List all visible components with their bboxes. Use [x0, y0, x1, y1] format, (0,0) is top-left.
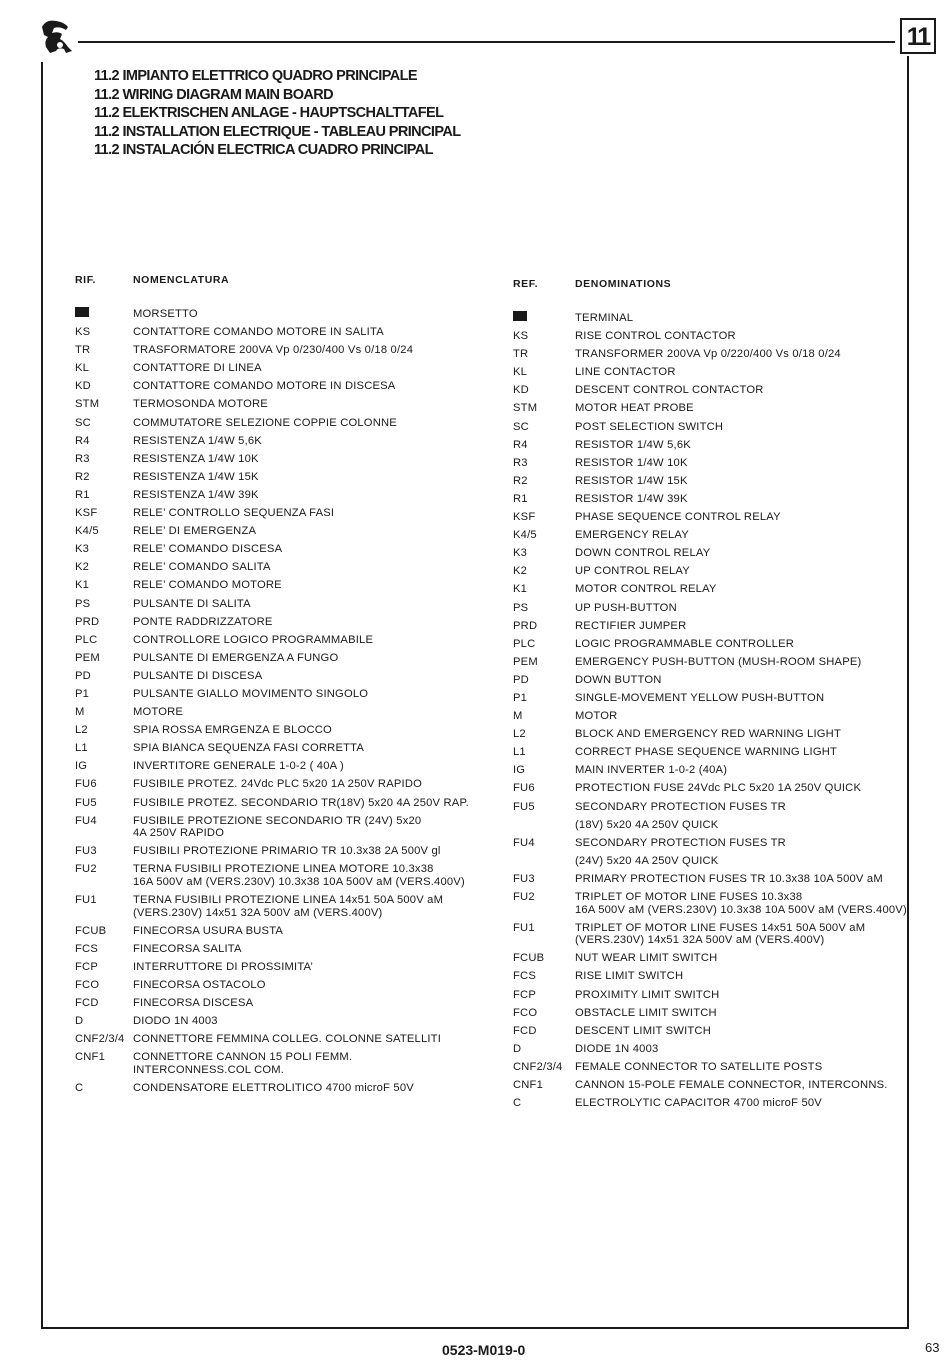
row-description: RELE’ COMANDO SALITA: [133, 561, 271, 574]
row-description: CONNETTORE FEMMINA COLLEG. COLONNE SATELLITI: [133, 1033, 442, 1046]
legend-row: [75, 543, 475, 556]
row-description: SECONDARY PROTECTION FUSES TR: [575, 800, 786, 813]
row-description: RISE CONTROL CONTACTOR: [575, 330, 736, 343]
legend-row: [75, 670, 475, 683]
legend-row: [75, 380, 475, 393]
row-description: RESISTENZA 1/4W 15K: [133, 470, 259, 483]
row-description: INVERTITORE GENERALE 1-0-2 ( 40A ): [133, 760, 344, 773]
row-description: SECONDARY PROTECTION FUSES TR: [575, 836, 786, 849]
chapter-number: 11: [900, 18, 936, 54]
row-description: OBSTACLE LIMIT SWITCH: [575, 1006, 717, 1019]
title-en: 11.2 WIRING DIAGRAM MAIN BOARD: [94, 86, 333, 103]
row-description: CONNETTORE CANNON 15 POLI FEMM. INTERCONNESS.COL COM.: [133, 1051, 353, 1077]
legend-row: [513, 1097, 913, 1110]
row-description: MOTOR CONTROL RELAY: [575, 583, 717, 596]
row-description: FINECORSA SALITA: [133, 942, 242, 955]
name-column-header: NOMENCLATURA: [133, 274, 230, 286]
row-description: DESCENT CONTROL CONTACTOR: [575, 384, 764, 397]
row-ref: FCUB: [75, 924, 107, 937]
legend-row: [75, 471, 475, 484]
legend-row: [75, 943, 475, 956]
row-description: RESISTENZA 1/4W 5,6K: [133, 434, 262, 447]
row-description: RELE’ COMANDO MOTORE: [133, 579, 282, 592]
row-description: BLOCK AND EMERGENCY RED WARNING LIGHT: [575, 728, 841, 741]
row-ref: FU2: [513, 891, 535, 903]
row-ref: [75, 308, 133, 321]
row-description: LINE CONTACTOR: [575, 366, 676, 379]
row-ref: FCP: [513, 988, 536, 1001]
row-ref: IG: [513, 764, 526, 777]
legend-row: [513, 656, 913, 669]
row-ref: FU2: [75, 863, 97, 876]
name-column-header: DENOMINATIONS: [575, 278, 672, 290]
row-ref: L1: [75, 742, 88, 755]
row-ref: CNF2/3/4: [513, 1060, 563, 1073]
legend-row: [75, 417, 475, 430]
row-description: PRIMARY PROTECTION FUSES TR 10.3x38 10A 500V aM: [575, 872, 883, 885]
row-ref: FCD: [75, 997, 99, 1010]
legend-row: [513, 493, 913, 506]
row-description: TRIPLET OF MOTOR LINE FUSES 10.3x38 16A 500V aM (VERS.230V) 10.3x38 10A 500V aM (VERS.400V): [575, 891, 907, 916]
row-description: RISE LIMIT SWITCH: [575, 970, 684, 983]
ref-column-header: RIF.: [75, 274, 97, 286]
legend-rows: [75, 308, 475, 1095]
row-ref: P1: [75, 687, 90, 700]
legend-row: [75, 507, 475, 520]
legend-row: [75, 1033, 475, 1046]
row-description: CONTATTORE COMANDO MOTORE IN SALITA: [133, 326, 384, 339]
row-ref: KL: [75, 362, 90, 375]
row-ref: STM: [75, 398, 100, 411]
row-description: POST SELECTION SWITCH: [575, 420, 724, 433]
row-ref: KSF: [75, 507, 98, 520]
legend-row: [513, 1007, 913, 1020]
row-ref: K3: [75, 543, 90, 556]
row-ref: [513, 819, 575, 832]
row-description: (18V) 5x20 4A 250V QUICK: [575, 818, 719, 831]
row-ref: PRD: [513, 619, 538, 632]
legend-row: [513, 692, 913, 705]
row-ref: FU3: [513, 872, 535, 885]
row-ref: L2: [75, 724, 88, 737]
legend-row: [75, 453, 475, 466]
legend-row: [75, 1015, 475, 1028]
row-description: MOTOR HEAT PROBE: [575, 402, 694, 415]
row-description: RECTIFIER JUMPER: [575, 619, 687, 632]
legend-row: [513, 439, 913, 452]
row-ref: K3: [513, 547, 528, 560]
row-ref: K4/5: [513, 529, 537, 542]
row-description: RESISTOR 1/4W 10K: [575, 456, 688, 469]
row-ref: FU1: [75, 894, 97, 907]
row-ref: R1: [75, 488, 90, 501]
row-ref: K1: [75, 579, 90, 592]
left-rule: [41, 62, 43, 1328]
legend-row: [513, 801, 913, 814]
row-ref: KSF: [513, 511, 536, 524]
row-description: PULSANTE GIALLO MOVIMENTO SINGOLO: [133, 687, 369, 700]
row-description: MAIN INVERTER 1-0-2 (40A): [575, 764, 728, 777]
legend-row: [513, 547, 913, 560]
row-ref: FU5: [75, 796, 97, 809]
row-description: RESISTENZA 1/4W 10K: [133, 452, 259, 465]
row-ref: PS: [513, 601, 529, 614]
row-ref: PEM: [75, 651, 100, 664]
row-ref: STM: [513, 402, 538, 415]
legend-row: [75, 797, 475, 810]
row-ref: [513, 855, 575, 868]
row-ref: P1: [513, 691, 528, 704]
row-description: DESCENT LIMIT SWITCH: [575, 1024, 711, 1037]
legend-row: [75, 435, 475, 448]
legend-row: [513, 891, 913, 916]
row-ref: R2: [75, 470, 90, 483]
top-rule: [78, 41, 895, 43]
legend-row: [513, 970, 913, 983]
row-description: CANNON 15-POLE FEMALE CONNECTOR, INTERCONNS.: [575, 1079, 888, 1092]
row-ref: FCS: [75, 942, 98, 955]
row-description: EMERGENCY PUSH-BUTTON (MUSH-ROOM SHAPE): [575, 655, 862, 668]
row-ref: PEM: [513, 655, 538, 668]
row-ref: K1: [513, 583, 528, 596]
row-ref: PS: [75, 597, 91, 610]
row-description: PHASE SEQUENCE CONTROL RELAY: [575, 511, 781, 524]
legend-row: [513, 710, 913, 723]
row-ref: FU4: [513, 836, 535, 849]
row-ref: M: [75, 706, 85, 719]
legend-row: [75, 845, 475, 858]
legend-row: [75, 362, 475, 375]
row-ref: C: [75, 1082, 84, 1095]
legend-row: [75, 579, 475, 592]
legend-header: [513, 278, 913, 290]
row-ref: PD: [75, 669, 91, 682]
row-description: FINECORSA DISCESA: [133, 997, 254, 1010]
row-ref: FU3: [75, 845, 97, 858]
row-ref: R1: [513, 492, 528, 505]
row-ref: R4: [75, 434, 90, 447]
row-ref: FCS: [513, 970, 536, 983]
legend-row: [513, 1025, 913, 1038]
row-description: DIODO 1N 4003: [133, 1015, 218, 1028]
row-ref: SC: [513, 420, 529, 433]
row-ref: CNF2/3/4: [75, 1033, 125, 1046]
row-ref: PD: [513, 673, 529, 686]
row-description: TRASFORMATORE 200VA Vp 0/230/400 Vs 0/18 0/24: [133, 344, 414, 357]
legend-row: [513, 312, 913, 325]
legend-row: [75, 724, 475, 737]
row-description: MOTORE: [133, 706, 184, 719]
legend-row: [513, 529, 913, 542]
row-description: ELECTROLYTIC CAPACITOR 4700 microF 50V: [575, 1097, 822, 1110]
legend-row: [513, 457, 913, 470]
row-description: PROTECTION FUSE 24Vdc PLC 5x20 1A 250V QUICK: [575, 782, 862, 795]
row-description: SPIA BIANCA SEQUENZA FASI CORRETTA: [133, 742, 365, 755]
row-ref: L2: [513, 728, 526, 741]
legend-row: [513, 402, 913, 415]
legend-row: [513, 1043, 913, 1056]
row-ref: FCO: [513, 1006, 538, 1019]
row-description: TERMINAL: [575, 312, 634, 324]
english-legend: [513, 278, 913, 1115]
title-de: 11.2 ELEKTRISCHEN ANLAGE - HAUPTSCHALTTAFEL: [94, 105, 444, 122]
row-description: FINECORSA USURA BUSTA: [133, 924, 284, 937]
legend-row: [513, 475, 913, 488]
legend-row: [513, 1079, 913, 1092]
row-ref: CNF1: [75, 1051, 106, 1064]
legend-row: [513, 782, 913, 795]
row-ref: D: [75, 1015, 84, 1028]
legend-row: [75, 561, 475, 574]
row-ref: KD: [75, 380, 91, 393]
row-description: NUT WEAR LIMIT SWITCH: [575, 952, 718, 965]
row-description: UP CONTROL RELAY: [575, 565, 690, 578]
row-description: (24V) 5x20 4A 250V QUICK: [575, 854, 719, 867]
terminal-square-icon: [513, 311, 527, 321]
row-description: RELE’ CONTROLLO SEQUENZA FASI: [133, 507, 335, 520]
row-description: PULSANTE DI DISCESA: [133, 669, 263, 682]
row-description: FINECORSA OSTACOLO: [133, 979, 266, 992]
bottom-rule: [41, 1327, 909, 1329]
legend-row: [513, 1061, 913, 1074]
row-ref: FU1: [513, 921, 535, 934]
row-description: FUSIBILE PROTEZIONE SECONDARIO TR (24V) 5x20 4A 250V RAPIDO: [133, 814, 422, 840]
row-ref: [513, 312, 575, 325]
row-description: EMERGENCY RELAY: [575, 529, 689, 542]
row-ref: K4/5: [75, 525, 99, 538]
row-description: SPIA ROSSA EMRGENZA E BLOCCO: [133, 724, 332, 737]
row-description: LOGIC PROGRAMMABLE CONTROLLER: [575, 637, 795, 650]
legend-row: [75, 344, 475, 357]
terminal-square-icon: [75, 307, 89, 317]
document-code: 0523-M019-0: [442, 1342, 526, 1358]
legend-row: [75, 925, 475, 938]
row-ref: K2: [513, 565, 528, 578]
legend-row: [513, 421, 913, 434]
row-ref: KS: [75, 326, 91, 339]
row-description: CONDENSATORE ELETTROLITICO 4700 microF 50V: [133, 1082, 414, 1095]
legend-row: [75, 308, 475, 321]
row-ref: IG: [75, 760, 88, 773]
row-description: TERMOSONDA MOTORE: [133, 398, 268, 411]
row-description: RELE’ COMANDO DISCESA: [133, 543, 283, 556]
legend-header: [75, 274, 475, 286]
row-ref: FU6: [75, 778, 97, 791]
row-ref: TR: [75, 344, 91, 357]
row-description: DOWN CONTROL RELAY: [575, 547, 711, 560]
row-ref: KL: [513, 366, 528, 379]
row-description: SINGLE-MOVEMENT YELLOW PUSH-BUTTON: [575, 691, 825, 704]
legend-rows: [513, 312, 913, 1110]
legend-row: [513, 764, 913, 777]
row-ref: D: [513, 1042, 522, 1055]
legend-row: [513, 728, 913, 741]
row-ref: SC: [75, 416, 91, 429]
legend-row: [75, 863, 475, 888]
row-ref: R3: [75, 452, 90, 465]
legend-row: [513, 922, 913, 947]
legend-row: [75, 525, 475, 538]
row-ref: FCO: [75, 979, 100, 992]
legend-row: [513, 746, 913, 759]
legend-row: [75, 1051, 475, 1076]
legend-row: [513, 565, 913, 578]
row-ref: FU4: [75, 814, 97, 827]
row-ref: TR: [513, 348, 529, 361]
row-ref: PLC: [75, 633, 98, 646]
legend-row: [75, 894, 475, 919]
legend-row: [75, 706, 475, 719]
legend-row: [75, 778, 475, 791]
row-ref: FCP: [75, 960, 98, 973]
row-ref: C: [513, 1097, 522, 1110]
row-ref: FCUB: [513, 952, 545, 965]
legend-row: [513, 638, 913, 651]
row-description: TERNA FUSIBILI PROTEZIONE LINEA 14x51 50A 500V aM (VERS.230V) 14x51 32A 500V aM (VERS.400V): [133, 894, 444, 919]
legend-row: [75, 742, 475, 755]
title-es: 11.2 INSTALACIÓN ELECTRICA CUADRO PRINCIPAL: [94, 142, 433, 159]
legend-row: [513, 348, 913, 361]
legend-row: [513, 952, 913, 965]
row-ref: R2: [513, 474, 528, 487]
row-description: DIODE 1N 4003: [575, 1042, 659, 1055]
legend-row: [513, 366, 913, 379]
legend-row: [75, 961, 475, 974]
legend-row: [513, 674, 913, 687]
row-ref: M: [513, 710, 523, 723]
row-ref: PRD: [75, 615, 100, 628]
legend-row: [513, 873, 913, 886]
italian-legend: [75, 274, 475, 1100]
legend-row: [75, 688, 475, 701]
row-description: CONTATTORE DI LINEA: [133, 362, 262, 375]
section-titles: [94, 67, 460, 160]
row-ref: R3: [513, 456, 528, 469]
legend-row: [513, 384, 913, 397]
row-description: CONTROLLORE LOGICO PROGRAMMABILE: [133, 633, 374, 646]
row-ref: R4: [513, 438, 528, 451]
row-description: RELE’ DI EMERGENZA: [133, 525, 257, 538]
row-ref: FCD: [513, 1024, 537, 1037]
legend-row: [75, 760, 475, 773]
row-description: MORSETTO: [133, 308, 198, 320]
row-description: INTERRUTTORE DI PROSSIMITA’: [133, 960, 314, 973]
legend-row: [513, 620, 913, 633]
title-it: 11.2 IMPIANTO ELETTRICO QUADRO PRINCIPALE: [94, 68, 417, 84]
row-description: RESISTENZA 1/4W 39K: [133, 488, 259, 501]
row-description: TRANSFORMER 200VA Vp 0/220/400 Vs 0/18 0/24: [575, 348, 841, 361]
row-description: FUSIBILE PROTEZ. 24Vdc PLC 5x20 1A 250V RAPIDO: [133, 778, 423, 791]
row-ref: PLC: [513, 637, 536, 650]
legend-row: [513, 855, 913, 868]
brand-logo-icon: [38, 17, 78, 57]
row-description: DOWN BUTTON: [575, 673, 662, 686]
row-description: RESISTOR 1/4W 5,6K: [575, 438, 691, 451]
legend-row: [75, 979, 475, 992]
page-number: 63: [925, 1340, 940, 1355]
legend-row: [75, 326, 475, 339]
legend-row: [513, 989, 913, 1002]
row-description: TERNA FUSIBILI PROTEZIONE LINEA MOTORE 10.3x38 16A 500V aM (VERS.230V) 10.3x38 10A 500V aM (VERS.400V): [133, 863, 465, 888]
legend-row: [75, 815, 475, 840]
row-description: PROXIMITY LIMIT SWITCH: [575, 988, 720, 1001]
row-description: UP PUSH-BUTTON: [575, 601, 677, 614]
legend-row: [513, 583, 913, 596]
legend-row: [75, 634, 475, 647]
row-description: FUSIBILE PROTEZ. SECONDARIO TR(18V) 5x20 4A 250V RAP.: [133, 796, 469, 809]
row-ref: KD: [513, 384, 529, 397]
legend-row: [75, 598, 475, 611]
title-fr: 11.2 INSTALLATION ELECTRIQUE - TABLEAU PRINCIPAL: [94, 123, 461, 140]
row-description: FUSIBILI PROTEZIONE PRIMARIO TR 10.3x38 2A 500V gl: [133, 845, 441, 858]
legend-row: [513, 330, 913, 343]
legend-row: [513, 511, 913, 524]
legend-row: [75, 398, 475, 411]
row-ref: CNF1: [513, 1079, 544, 1092]
legend-row: [513, 837, 913, 850]
legend-row: [75, 1082, 475, 1095]
row-ref: KS: [513, 330, 529, 343]
row-description: PONTE RADDRIZZATORE: [133, 615, 273, 628]
legend-row: [75, 997, 475, 1010]
row-ref: K2: [75, 561, 90, 574]
row-description: TRIPLET OF MOTOR LINE FUSES 14x51 50A 500V aM (VERS.230V) 14x51 32A 500V aM (VERS.400V): [575, 921, 866, 947]
row-description: MOTOR: [575, 710, 618, 723]
legend-row: [75, 489, 475, 502]
row-description: COMMUTATORE SELEZIONE COPPIE COLONNE: [133, 416, 397, 429]
row-ref: FU6: [513, 782, 535, 795]
row-description: PULSANTE DI EMERGENZA A FUNGO: [133, 651, 339, 664]
row-description: CONTATTORE COMANDO MOTORE IN DISCESA: [133, 380, 396, 393]
row-description: FEMALE CONNECTOR TO SATELLITE POSTS: [575, 1060, 823, 1073]
legend-row: [513, 819, 913, 832]
legend-row: [513, 602, 913, 615]
row-description: RESISTOR 1/4W 39K: [575, 492, 688, 505]
row-ref: L1: [513, 746, 526, 759]
row-description: CORRECT PHASE SEQUENCE WARNING LIGHT: [575, 746, 838, 759]
row-description: RESISTOR 1/4W 15K: [575, 474, 688, 487]
legend-row: [75, 616, 475, 629]
row-ref: FU5: [513, 800, 535, 813]
ref-column-header: REF.: [513, 278, 539, 290]
row-description: PULSANTE DI SALITA: [133, 597, 251, 610]
legend-row: [75, 652, 475, 665]
